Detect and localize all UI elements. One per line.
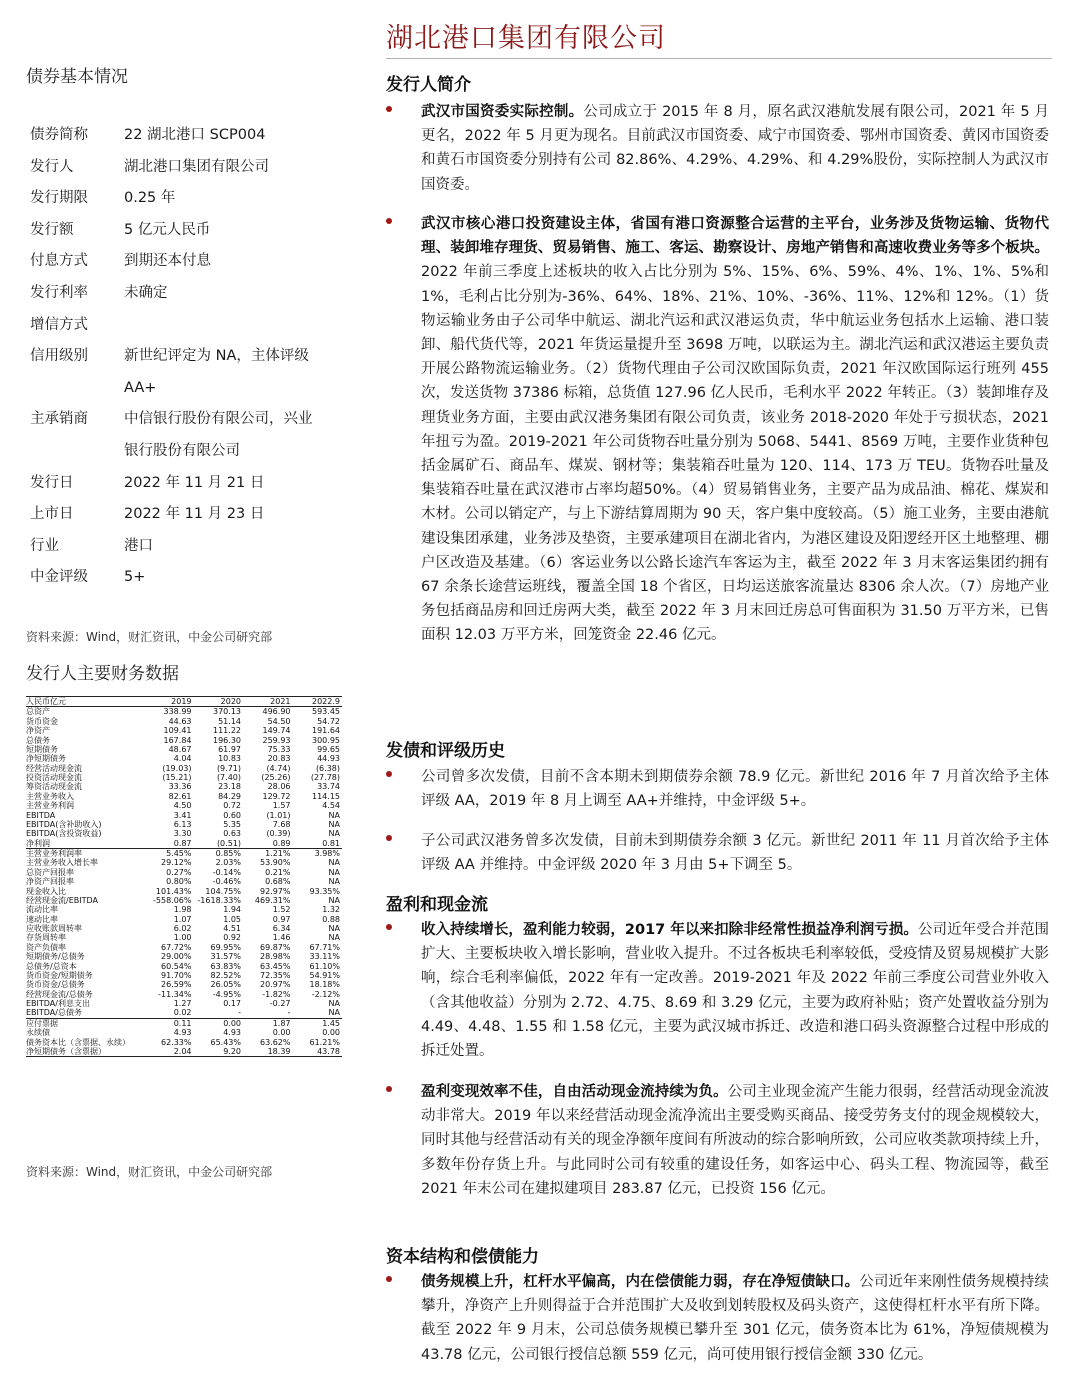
table-row-label: 永续债	[26, 1028, 50, 1038]
table-row-label: EBITDA(含补助收入)	[26, 819, 102, 829]
table-cell: 10.83	[218, 754, 241, 764]
table-cell: 0.00	[322, 1028, 340, 1038]
table-cell: 111.22	[213, 726, 241, 736]
bond-info-label: 发行日	[30, 474, 74, 491]
bond-info-value: 22 湖北港口 SCP004	[124, 127, 266, 143]
table-row	[26, 915, 342, 924]
table-cell: 53.90%	[259, 858, 291, 868]
table-cell: 63.83%	[210, 961, 241, 971]
table-row	[26, 773, 342, 782]
bullet-dot	[386, 106, 392, 112]
table-cell: 61.97	[218, 744, 241, 754]
table-row	[26, 924, 342, 933]
title-divider	[386, 58, 1052, 59]
bullet-text: 盈利变现效率不佳，自由活动现金流持续为负。公司主业现金流产生能力很弱，经营活动现金流波动非常大。2019 年以来经营活动现金流净流出主要受购买商品、接受劳务支付的现金规模较大，同时其他与经营活动有关的现金净额年度间有所波动的综合影响所致，公司应收类款项持续上升，多数年份存货上升。与此同时公司有较重的建设任务，如客运中心、码头工程、物流园等，截至 2021 年末公司在建拟建项目 283.87 亿元，已投资 156 亿元。	[421, 1084, 1049, 1197]
table-cell: 167.84	[163, 735, 192, 745]
table-cell: NA	[328, 867, 340, 877]
table-cell: 1.05	[223, 914, 241, 924]
table-cell: 0.72	[223, 801, 241, 811]
table-cell: 63.45%	[259, 961, 291, 971]
table-cell: 6.34	[272, 924, 291, 933]
table-row	[26, 962, 342, 971]
table-cell: 191.64	[312, 726, 340, 736]
bond-info-value: 湖北港口集团有限公司	[124, 158, 269, 175]
bond-info-value: 5 亿元人民币	[124, 221, 211, 238]
bond-info-table	[26, 120, 348, 594]
table-cell: -1.82%	[262, 989, 291, 999]
table-row-label: EBITDA/总债务	[26, 1008, 144, 1018]
bond-info-value: 中信银行股份有限公司，兴业 银行股份有限公司	[124, 411, 313, 459]
table-row-label: 净资产回报率	[26, 877, 74, 887]
table-cell: 4.04	[173, 754, 192, 764]
table-cell: 60.54%	[160, 961, 192, 971]
bond-info-row	[26, 120, 348, 152]
table-row-label: 主营业务收入增长率	[26, 858, 98, 868]
bullet-dot	[386, 1086, 392, 1092]
table-row-label: 流动比率	[26, 905, 58, 915]
table-header-cell: 2021	[243, 697, 293, 707]
table-cell: NA	[328, 999, 340, 1008]
financial-data-source: 资料来源：Wind，财汇资讯，中金公司研究部	[26, 1165, 273, 1179]
table-cell: 5.35	[223, 819, 241, 829]
table-cell: NA	[328, 924, 340, 933]
bond-info-label: 信用级别	[30, 348, 88, 365]
bond-info-label: 中金评级	[30, 569, 88, 586]
table-row-label: 速动比率	[26, 914, 58, 924]
bullet-dot	[386, 771, 392, 777]
bullet-dot	[386, 835, 392, 841]
table-row	[26, 726, 342, 735]
table-cell: NA	[328, 858, 340, 868]
table-row	[26, 1038, 342, 1047]
bond-info-label: 发行期限	[30, 190, 88, 207]
bond-info-row	[26, 310, 348, 342]
table-row	[26, 905, 342, 914]
bond-info-value: 未确定	[124, 284, 168, 301]
table-cell: 1.45	[322, 1018, 340, 1028]
table-cell: 18.18%	[309, 980, 340, 990]
table-cell: 0.17	[223, 999, 241, 1008]
table-cell: 54.91%	[309, 970, 340, 980]
table-row-label: 应付票据	[26, 1018, 58, 1028]
table-cell: 129.72	[262, 791, 291, 801]
bond-info-value: 5+	[124, 569, 146, 586]
bond-info-label: 发行额	[30, 221, 74, 238]
table-cell: -	[243, 1008, 293, 1018]
bond-info-value	[124, 310, 348, 342]
bullet-dot	[386, 924, 392, 930]
table-row	[26, 707, 342, 717]
bond-info-label: 行业	[30, 537, 59, 554]
section-heading-intro: 发行人简介	[386, 75, 471, 95]
table-cell: 0.85%	[215, 849, 241, 858]
table-cell: 1.87	[272, 1018, 291, 1028]
table-cell: 33.36	[168, 782, 192, 792]
section-heading-profit: 盈利和现金流	[386, 895, 488, 915]
bullet-text: 债务规模上升，杠杆水平偏高，内在偿债能力弱，存在净短债缺口。公司近年来刚性债务规模持续攀升，净资产上升则得益于合并范围扩大及收到划转股权及码头资产，这使得杠杆水平有所下降。截至 2022 年 9 月末，公司总债务规模已攀升至 301 亿元，债务资本比为 61%，净短债规模为 43.78 亿元，公司银行授信总额 559 亿元，尚可使用银行授信金额 330 亿元。	[421, 1274, 1050, 1363]
table-row	[26, 792, 342, 801]
table-cell: 4.93	[173, 1028, 192, 1038]
table-row	[26, 1047, 342, 1057]
table-cell: (19.03)	[162, 763, 192, 773]
bullet-dot	[386, 1276, 392, 1282]
table-cell: -558.06%	[153, 895, 192, 905]
bond-info-source: 资料来源：Wind，财汇资讯，中金公司研究部	[26, 630, 273, 644]
table-row-label: 总债务	[26, 735, 50, 745]
bond-info-heading: 债券基本情况	[26, 67, 128, 87]
table-cell: 2.04	[144, 1047, 194, 1057]
table-cell: 0.80%	[166, 877, 192, 887]
table-cell: 33.11%	[309, 952, 340, 962]
table-cell: 300.95	[312, 735, 340, 745]
table-cell: 28.06	[267, 782, 291, 792]
table-cell: (6.38)	[315, 763, 340, 773]
table-row-label: 货币资金	[26, 716, 58, 726]
table-cell: 93.35%	[309, 886, 340, 896]
table-row-label: 资产负债率	[26, 942, 66, 952]
bond-info-value: 港口	[124, 537, 153, 554]
table-cell: (1.01)	[266, 810, 291, 820]
table-row-label: 净短期债务	[26, 754, 66, 764]
table-cell: 67.72%	[160, 942, 192, 952]
table-cell: 48.67	[168, 744, 192, 754]
bond-info-row	[26, 531, 348, 563]
table-cell: 3.41	[173, 810, 192, 820]
table-row	[26, 820, 342, 829]
table-cell: (9.71)	[216, 763, 241, 773]
table-cell: -2.12%	[311, 989, 340, 999]
table-row	[26, 1008, 342, 1018]
table-cell: 496.90	[262, 707, 291, 717]
bond-info-label: 发行利率	[30, 284, 88, 301]
table-cell: 109.41	[163, 726, 192, 736]
table-cell: 196.30	[213, 735, 241, 745]
table-row-label: 应收账款周转率	[26, 924, 82, 933]
table-row-label: 总资产回报率	[26, 867, 74, 877]
table-cell: 20.97%	[259, 980, 291, 990]
table-cell: -11.34%	[158, 989, 192, 999]
table-cell: 0.27%	[166, 867, 192, 877]
table-row	[26, 858, 342, 867]
table-row	[26, 839, 342, 849]
table-row-label: 净短期债务（含票据）	[26, 1047, 144, 1057]
table-cell: NA	[328, 895, 340, 905]
table-row-label: 净利润	[26, 839, 144, 849]
table-cell: 29.00%	[160, 952, 192, 962]
section-heading-history: 发债和评级历史	[386, 741, 505, 761]
table-header-cell: 2020	[194, 697, 244, 707]
table-cell: -0.14%	[212, 867, 241, 877]
bullet-text: 武汉市国资委实际控制。公司成立于 2015 年 8 月，原名武汉港航发展有限公司，2021 年 5 月更名，2022 年 5 月更为现名。目前武汉市国资委、咸宁市国资委、鄂州市国资委、黄冈市国资委和黄石市国资委分别持有公司 82.86%、4.29%、4.29%、和 4.29%股份，实际控制人为武汉市国资委。	[421, 104, 1050, 193]
financial-data-table	[26, 696, 342, 1057]
bond-info-label: 上市日	[30, 506, 74, 523]
table-cell: 69.95%	[210, 942, 241, 952]
bond-info-value: 0.25 年	[124, 190, 176, 207]
table-cell: -	[194, 1008, 244, 1018]
table-cell: 469.31%	[254, 895, 291, 905]
table-cell: 0.60	[223, 810, 241, 820]
bond-info-row	[26, 341, 348, 404]
bullet-dot	[386, 218, 392, 224]
table-row	[26, 999, 342, 1008]
table-cell: 0.21%	[265, 867, 291, 877]
section-heading-capital: 资本结构和偿债能力	[386, 1247, 539, 1267]
table-cell: NA	[328, 877, 340, 887]
table-row	[26, 764, 342, 773]
table-cell: 23.18	[218, 782, 241, 792]
table-cell: 0.00	[223, 1018, 241, 1028]
table-row-label: EBITDA/利息支出	[26, 999, 90, 1008]
table-cell: (7.40)	[216, 773, 241, 782]
table-row	[26, 829, 342, 838]
table-cell: (0.39)	[266, 829, 291, 839]
table-cell: 31.57%	[210, 952, 241, 962]
bond-info-value: 2022 年 11 月 23 日	[124, 506, 265, 523]
table-cell: 6.02	[173, 924, 192, 933]
table-row	[26, 896, 342, 905]
table-row-label: 货币资金/短期债务	[26, 970, 93, 980]
table-header-cell: 人民币亿元	[26, 697, 144, 707]
table-row-label: 主营业务收入	[26, 791, 74, 801]
table-row	[26, 811, 342, 820]
bond-info-value: 到期还本付息	[124, 253, 211, 270]
table-cell: 1.32	[322, 905, 340, 915]
table-cell: 0.63	[223, 829, 241, 839]
table-row	[26, 887, 342, 896]
table-cell: 259.93	[262, 735, 291, 745]
bond-info-row	[26, 183, 348, 215]
table-cell: 92.97%	[259, 886, 291, 896]
bond-info-label: 债券简称	[30, 127, 88, 143]
table-cell: 4.51	[223, 924, 241, 933]
table-cell: 3.30	[173, 829, 192, 839]
table-row	[26, 990, 342, 999]
table-row-label: 筹资活动现金流	[26, 782, 82, 792]
table-cell: 82.52%	[210, 970, 241, 980]
table-cell: 20.83	[267, 754, 291, 764]
table-row	[26, 801, 342, 810]
table-cell: 104.75%	[205, 886, 241, 896]
table-cell: NA	[328, 819, 340, 829]
table-cell: 0.87	[144, 839, 194, 849]
table-cell: 1.94	[223, 905, 241, 915]
table-cell: 370.13	[213, 707, 241, 717]
table-row-label: 主营业务利润率	[26, 849, 82, 858]
table-cell: 4.93	[223, 1028, 241, 1038]
table-cell: 149.74	[262, 726, 291, 736]
bond-info-row	[26, 562, 348, 594]
table-cell: (4.74)	[266, 763, 291, 773]
table-cell: 67.71%	[309, 942, 340, 952]
table-cell: 26.59%	[160, 980, 192, 990]
table-cell: 54.72	[317, 716, 340, 726]
table-row-label: 经营现金流/总债务	[26, 989, 93, 999]
table-row-label: 债务资本比（含票据、永续）	[26, 1037, 130, 1047]
table-cell: 61.10%	[309, 961, 340, 971]
table-cell: -1618.33%	[197, 895, 241, 905]
table-cell: 28.98%	[259, 952, 291, 962]
table-cell: 84.29	[218, 791, 241, 801]
table-cell: NA	[328, 810, 340, 820]
table-cell: 54.50	[267, 716, 291, 726]
bullet-text: 收入持续增长，盈利能力较弱，2017 年以来扣除非经常性损益净利润亏损。公司近年受合并范围扩大、主要板块收入增长影响，营业收入提升。不过各板块毛利率较低，受疫情及贸易规模扩大影响，综合毛利率偏低，2022 年有一定改善。2019-2021 年及 2022 年前三季度公司营业外收入（含其他收益）分别为 2.72、4.75、8.69 和 3.29 亿元，主要为政府补贴；资产处置收益分别为 4.49、4.48、1.55 和 1.58 亿元，主要为武汉城市拆迁、改造和港口码头资源整合过程中形成的拆迁处置。	[421, 922, 1050, 1060]
bond-info-label: 付息方式	[30, 253, 88, 270]
table-cell: 1.27	[173, 999, 192, 1008]
table-cell: 33.74	[317, 782, 340, 792]
table-row-label: 净资产	[26, 726, 50, 736]
table-cell: 4.54	[322, 801, 340, 811]
table-cell: 0.00	[272, 1028, 291, 1038]
bond-info-row	[26, 246, 348, 278]
table-row	[26, 745, 342, 754]
table-cell: -4.95%	[212, 989, 241, 999]
table-cell: 18.39	[243, 1047, 293, 1057]
table-row	[26, 1018, 342, 1028]
table-cell: 0.88	[322, 914, 340, 924]
table-row	[26, 868, 342, 877]
table-cell: 72.35%	[259, 970, 291, 980]
table-row-label: 经营活动现金流	[26, 763, 82, 773]
table-cell: -0.46%	[212, 877, 241, 887]
table-cell: (25.26)	[261, 773, 291, 782]
table-cell: 29.12%	[160, 858, 192, 868]
table-row	[26, 736, 342, 745]
table-row-label: 总债务/总资本	[26, 961, 77, 971]
table-cell: 26.05%	[210, 980, 241, 990]
table-cell: 1.52	[272, 905, 291, 915]
table-cell: 0.97	[272, 914, 291, 924]
table-cell: (27.78)	[310, 773, 340, 782]
table-row-label: EBITDA	[26, 810, 56, 820]
table-cell: 1.98	[173, 905, 192, 915]
table-row-label: 主营业务利润	[26, 801, 74, 811]
table-row-label: 短期债务	[26, 744, 58, 754]
bond-info-row	[26, 404, 348, 467]
table-cell: 0.89	[243, 839, 293, 849]
financial-data-heading: 发行人主要财务数据	[26, 664, 179, 684]
table-cell: 44.93	[317, 754, 340, 764]
table-cell: 593.45	[312, 707, 340, 717]
table-row-label: 总资产	[26, 707, 50, 717]
table-cell: NA	[328, 933, 340, 943]
bullet-text: 武汉市核心港口投资建设主体，省国有港口资源整合运营的主平台，业务涉及货物运输、货物代理、装卸堆存理货、贸易销售、施工、客运、勘察设计、房地产销售和高速收费业务等多个板块。2022 年前三季度上述板块的收入占比分别为 5%、15%、6%、59%、4%、1%、1%、5%和 1%，毛利占比分别为-36%、64%、18%、21%、10%、-36%、11%、12%和 12%。（1）货物运输业务由子公司华中航运、湖北汽运和武汉港运负责，华中航运业务包括水上运输、港口装卸、船代货代等，2021 年货运量提升至 3698 万吨，以联运为主。湖北汽运和武汉港运主要负责开展公路物流运输业务。（2）货物代理由子公司汉欧国际负责，2021 年汉欧国际运行班列 455 次，发送货物 37386 标箱，总货值 127.96 亿人民币，毛利水平 2022 年转正。（3）装卸堆存及理货业务方面，主要由武汉港务集团有限公司负责，该业务 2018-2020 年处于亏损状态，2021 年扭亏为盈。2019-2021 年公司货物吞吐量分别为 5068、5441、8569 万吨，主要作业货种包括金属矿石、商品车、煤炭、钢材等；集装箱吞吐量为 120、114、173 万 TEU。货物吞吐量及集装箱吞吐量在武汉港市占率均超50%。（4）贸易销售业务，主要产品为成品油、棉花、煤炭和木材。公司以销定产，与上下游结算周期为 90 天，客户集中度较高。（5）施工业务，主要由港航建设集团承建，业务涉及垫资，主要承建项目在湖北省内，为港区建设及阳逻经开区土地整理、棚户区改造及基建。（6）客运业务以公路长途汽车客运为主，截至 2022 年 3 月末客运集团约拥有 67 余条长途营运班线，覆盖全国 18 个省区，日均运送旅客流量达 8306 余人次。（7）房地产业务包括商品房和回迁房两大类，截至 2022 年 3 月末回迁房总可售面积为 31.50 万平方米，已售面积 12.03 万平方米，回笼资金 22.46 亿元。	[421, 216, 1049, 644]
table-cell: -0.27	[269, 999, 291, 1008]
bullet-text: 公司曾多次发债，目前不含本期未到期债券余额 78.9 亿元。新世纪 2016 年 7 月首次给予主体评级 AA，2019 年 8 月上调至 AA+并维持，中金评级 5+。	[421, 769, 1049, 810]
table-cell: 1.21%	[265, 849, 291, 858]
table-cell: 61.21%	[309, 1037, 340, 1047]
table-cell: 1.00	[173, 933, 192, 943]
table-cell: 82.61	[168, 791, 192, 801]
table-header-row	[26, 697, 342, 707]
table-row-label: 经营现金流/EBITDA	[26, 895, 98, 905]
table-cell: NA	[293, 1008, 343, 1018]
table-row	[26, 717, 342, 726]
bond-info-value: 新世纪评定为 NA，主体评级 AA+	[124, 348, 309, 396]
table-cell: 7.68	[272, 819, 291, 829]
bond-info-label: 主承销商	[30, 411, 88, 428]
table-cell: 63.62%	[259, 1037, 291, 1047]
table-row-label: 存货周转率	[26, 933, 66, 943]
table-cell: 43.78	[293, 1047, 343, 1057]
table-row	[26, 877, 342, 886]
table-cell: 44.63	[168, 716, 192, 726]
bond-info-row	[26, 215, 348, 247]
table-cell: 0.02	[144, 1008, 194, 1018]
bond-info-row	[26, 278, 348, 310]
bond-info-row	[26, 152, 348, 184]
table-cell: 51.14	[218, 716, 241, 726]
table-row	[26, 952, 342, 961]
table-row	[26, 754, 342, 763]
table-cell: 5.45%	[166, 849, 192, 858]
table-row	[26, 849, 342, 859]
table-row	[26, 980, 342, 989]
table-cell: 0.92	[223, 933, 241, 943]
table-row-label: EBITDA(含投资收益)	[26, 829, 102, 839]
table-cell: 69.87%	[259, 942, 291, 952]
table-header-cell: 2022.9	[293, 697, 343, 707]
bond-info-row	[26, 468, 348, 500]
table-cell: 0.68%	[265, 877, 291, 887]
table-cell: 101.43%	[155, 886, 192, 896]
bond-info-label: 发行人	[30, 158, 74, 175]
table-cell: 3.98%	[314, 849, 340, 858]
bond-info-row	[26, 499, 348, 531]
table-cell: 4.50	[173, 801, 192, 811]
table-cell: 0.81	[293, 839, 343, 849]
bond-info-value: 2022 年 11 月 21 日	[124, 474, 265, 491]
table-cell: 0.11	[173, 1018, 192, 1028]
table-row-label: 货币资金/总债务	[26, 980, 85, 990]
bullet-text: 子公司武汉港务曾多次发债，目前未到期债券余额 3 亿元。新世纪 2011 年 11 月首次给予主体评级 AA 并维持。中金评级 2020 年 3 月由 5+下调至 5。	[421, 833, 1049, 874]
table-row-label: 投资活动现金流	[26, 773, 82, 782]
table-cell: 65.43%	[210, 1037, 241, 1047]
table-row	[26, 782, 342, 791]
bond-info-label: 增信方式	[30, 316, 88, 333]
table-row-label: 短期债务/总债务	[26, 952, 85, 962]
table-cell: 1.57	[272, 801, 291, 811]
table-cell: 62.33%	[160, 1037, 192, 1047]
table-row-label: 现金收入比	[26, 886, 66, 896]
table-row	[26, 971, 342, 980]
table-header-cell: 2019	[144, 697, 194, 707]
table-row	[26, 943, 342, 952]
table-cell: 6.13	[173, 819, 192, 829]
table-row	[26, 933, 342, 942]
table-cell: 99.65	[317, 744, 340, 754]
table-cell: 1.07	[173, 914, 192, 924]
page-title: 湖北港口集团有限公司	[386, 23, 666, 54]
table-row	[26, 1028, 342, 1037]
table-cell: 91.70%	[160, 970, 192, 980]
table-cell: 2.03%	[215, 858, 241, 868]
table-cell: 75.33	[267, 744, 291, 754]
table-cell: 9.20	[194, 1047, 244, 1057]
table-cell: 1.46	[272, 933, 291, 943]
table-cell: 114.15	[312, 791, 340, 801]
table-cell: 338.99	[163, 707, 192, 717]
table-cell: NA	[328, 829, 340, 839]
table-cell: (0.51)	[194, 839, 244, 849]
table-cell: (15.21)	[162, 773, 192, 782]
